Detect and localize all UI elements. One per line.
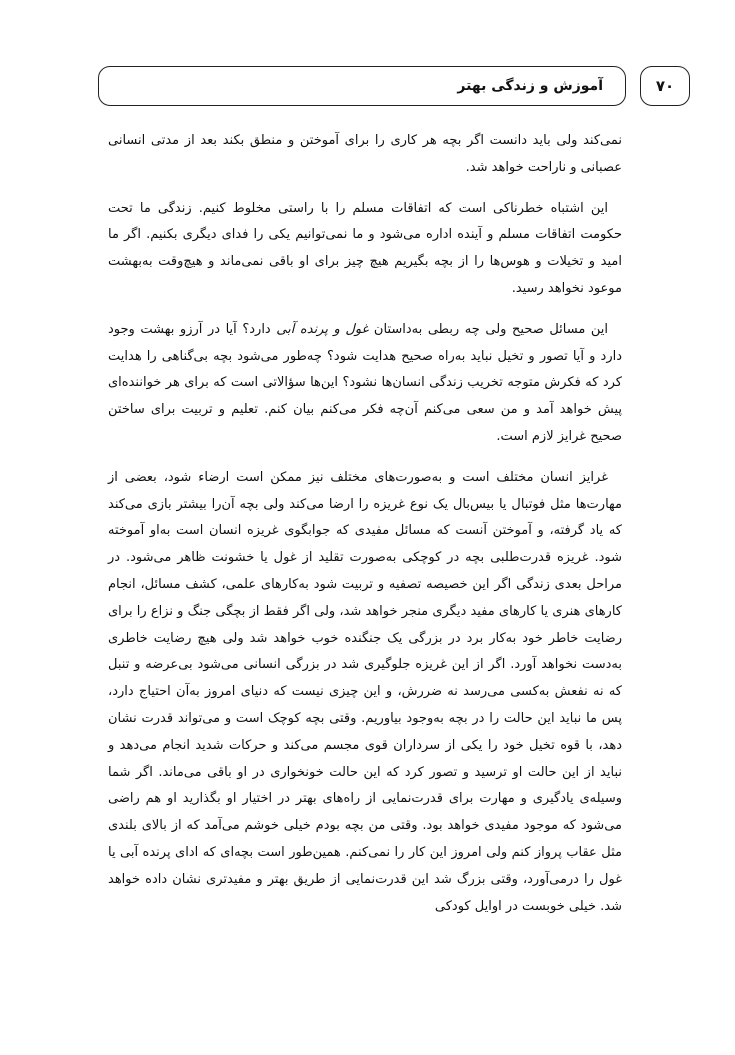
- story-title-italic: غول و پرنده آبی: [276, 321, 369, 337]
- paragraph-3-after: دارد؟ آیا در آرزو بهشت وجود دارد و آیا تصور و تخیل نباید به‌راه صحیح هدایت شود؟ چه‌طور می‌شود بچه بی‌گناهی را هدایت کرد که فکرش متوجه تخریب زندگی انسان‌ها نشود؟ این‌ها سؤالاتی است که برای هر خواننده‌ای پیش خواهد آمد و من سعی می‌کنم آن‌چه فکر می‌کنم بیان کنم. تعلیم و تربیت برای ساختن صحیح غرایز لازم است.: [108, 321, 622, 444]
- body-text: [108, 128, 622, 934]
- paragraph-1: نمی‌کند ولی باید دانست اگر بچه هر کاری را برای آموختن و منطق بکند بعد از مدتی انسانی عصبانی و ناراحت خواهد شد.: [108, 133, 622, 175]
- paragraph-2: این اشتباه خطرناکی است که اتفاقات مسلم را با راستی مخلوط کنیم. زندگی ما تحت حکومت اتفاقات مسلم و آینده اداره می‌شود و ما نمی‌توانیم یکی را فدای دیگری بکنیم. اگر ما امید و تخیلات و هوس‌ها را از بچه بگیریم هیچ چیز برای او باقی نمی‌ماند و هیچ‌وقت به‌بهشت موعود نخواهد رسید.: [108, 200, 622, 296]
- running-title-box: [98, 66, 626, 106]
- paragraph-4: غرایز انسان مختلف است و به‌صورت‌های مختلف نیز ممکن است ارضاء شود، بعضی از مهارت‌ها مثل فوتبال یا بیس‌بال یک نوع غریزه را ارضا می‌کند ولی بچه آن‌را بیشتر بازی می‌کند که یاد گرفته، و آموختن آنست که مسائل مفیدی که جوابگوی غریزه انسان است به‌او آموخته شود. غریزه قدرت‌طلبی بچه در کوچکی به‌صورت تقلید از غول یا خشونت ظاهر می‌شود. در مراحل بعدی زندگی اگر این خصیصه تصفیه و تربیت شود به‌کارهای علمی، کشف مسائل، انجام کارهای هنری یا کارهای مفید دیگری منجر خواهد شد، ولی اگر فقط از بچگی جنگ و نزاع را برای رضایت خاطر خود به‌کار برد در بزرگی یک جنگنده خوب خواهد شد ولی هیچ رضایت خاطری به‌دست نخواهد آورد. اگر از این غریزه جلوگیری شد در بزرگی انسانی می‌شود بی‌عرضه و تنبل که نه نفعش به‌کسی می‌رسد نه ضررش، و این چیزی نیست که دنیای امروز به‌آن احتیاج دارد، پس ما نباید این حالت را در بچه به‌وجود بیاوریم. وقتی بچه کوچک است و می‌تواند قدرت نشان دهد، با قوه تخیل خود را یکی از سرداران قوی مجسم می‌کند و حرکات شدید انجام می‌دهد و نباید از این حالت او ترسید و تصور کرد که این حالت خونخواری در او باقی می‌ماند. اگر شما وسیله‌ی یادگیری و مهارت برای قدرت‌نمایی از راه‌های بهتر در اختیار او بگذارید او هم راضی می‌شود که موجود مفیدی خواهد بود. وقتی من بچه بودم خیلی خوشم می‌آمد که از بالای بلندی مثل عقاب پرواز کنم ولی امروز این کار را نمی‌کنم. همین‌طور است بچه‌ای که ادای پرنده آبی یا غول را درمی‌آورد، وقتی بزرگ شد این قدرت‌نمایی از طریق بهتر و مفیدتری نشان داده خواهد شد. خیلی خوبست در اوایل کودکی: [108, 469, 622, 914]
- paragraph-3: [108, 317, 622, 451]
- page-number: ۷۰: [655, 77, 675, 95]
- page-header: [98, 66, 690, 106]
- running-title: آموزش و زندگی بهتر: [457, 78, 603, 94]
- page-number-box: [640, 66, 690, 106]
- paragraph-3-before: این مسائل صحیح ولی چه ربطی به‌داستان: [368, 321, 608, 337]
